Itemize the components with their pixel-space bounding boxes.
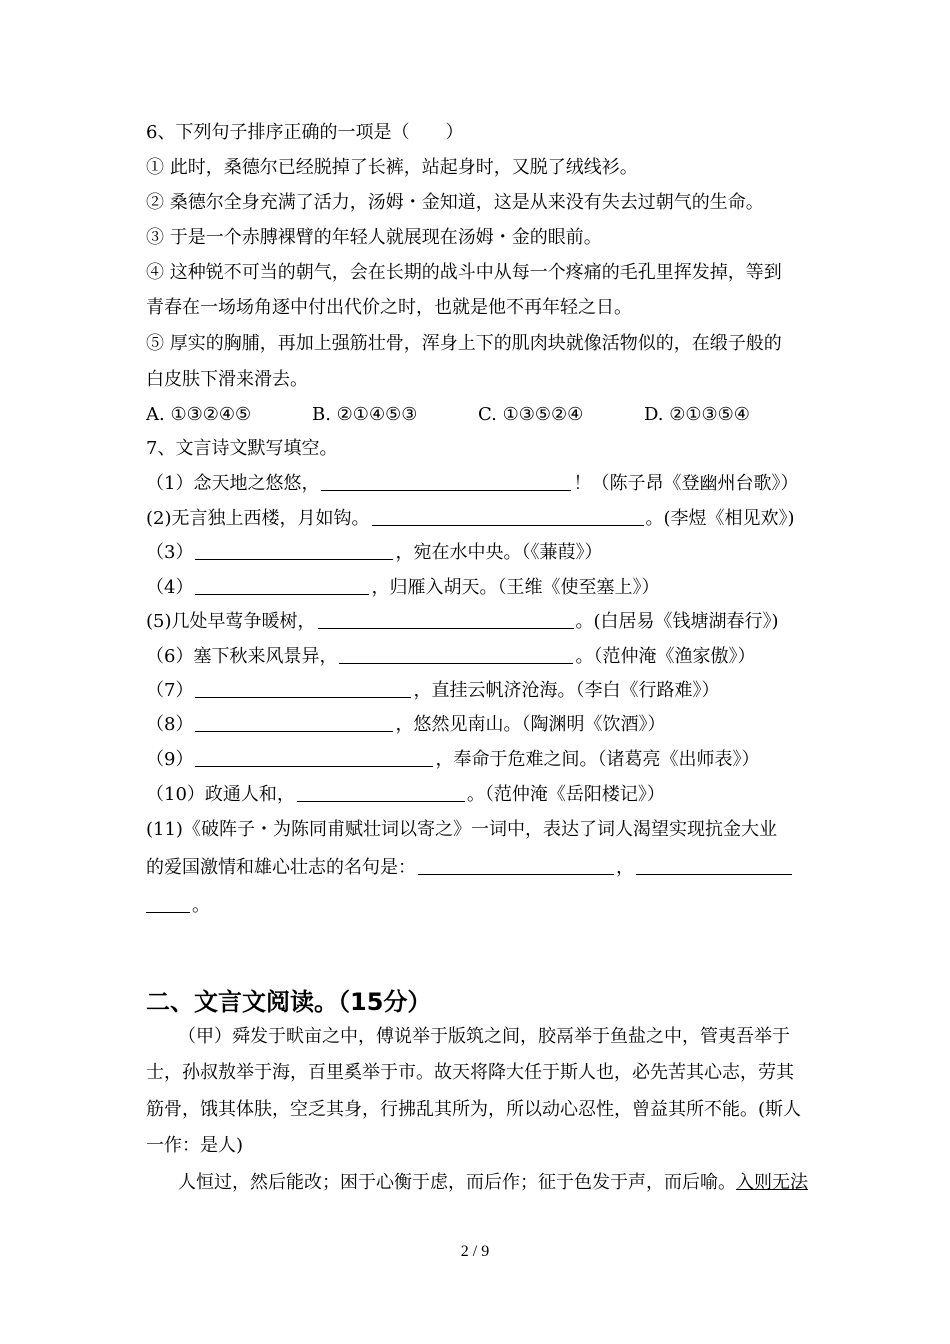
emphasis-dot-char: 衡: [394, 1172, 412, 1193]
answer-blank: [339, 645, 573, 664]
item-2-prefix: (2)无言独上西楼，月如钩。: [146, 508, 370, 529]
passage-line-4: 一作：是人): [146, 1135, 244, 1156]
item-11-prefix: 的爱国激情和雄心壮志的名句是：: [146, 857, 416, 878]
answer-blank: [297, 783, 465, 802]
answer-blank: [636, 856, 792, 875]
q6-sentence-5b: 白皮肤下滑来滑去。: [146, 369, 308, 390]
item-9-prefix: （9）: [146, 749, 194, 770]
passage-text: 人恒过，然后能改；困于心: [178, 1172, 394, 1193]
item-6-prefix: （6）塞下秋来风景异，: [146, 646, 338, 667]
answer-blank: [318, 610, 574, 629]
item-5-prefix: (5)几处早莺争暖树，: [146, 611, 316, 632]
answer-blank: [195, 679, 411, 698]
answer-blank: [195, 713, 393, 732]
q7-item-8: [146, 713, 810, 737]
answer-blank: [418, 856, 614, 875]
item-11-end: 。: [192, 895, 210, 916]
answer-blank: [195, 576, 369, 595]
q6-stem: 6、下列句子排序正确的一项是（ ）: [146, 122, 464, 143]
passage-line-3: 筋骨，饿其体肤，空乏其身，行拂乱其所为，所以动心忍性，曾益其所不能。(斯人: [146, 1099, 802, 1120]
q6-sentence-2: ② 桑德尔全身充满了活力，汤姆・金知道，这是从来没有失去过朝气的生命。: [146, 192, 764, 213]
page-number: 2 / 9: [460, 1243, 490, 1260]
section-heading: 二、文言文阅读。（15分）: [146, 988, 432, 1016]
option-a: A. ①③②④⑤: [146, 404, 252, 425]
q7-item-3: [146, 541, 810, 565]
option-d: D. ②①③⑤④: [644, 404, 750, 425]
item-8-suffix: ，悠然见南山。（陶渊明《饮酒》）: [395, 714, 666, 735]
item-6-suffix: 。（范仲淹《渔家傲》）: [575, 646, 756, 667]
q7-stem: 7、文言诗文默写填空。: [146, 438, 338, 459]
answer-blank: [195, 748, 433, 767]
q7-item-10: [146, 783, 810, 807]
answer-blank: [372, 507, 644, 526]
item-10-prefix: （10）政通人和，: [146, 784, 295, 805]
item-4-suffix: ，归雁入胡天。（王维《使至塞上》）: [371, 577, 660, 598]
item-3-suffix: ，宛在水中央。（《蒹葭》）: [395, 542, 603, 563]
q7-item-11c: [146, 894, 810, 918]
item-1-suffix: ！（陈子昂《登幽州台歌》）: [573, 473, 799, 494]
q7-item-5: [146, 610, 810, 634]
q7-item-1: [146, 472, 810, 496]
item-7-prefix: （7）: [146, 680, 194, 701]
q7-item-7: [146, 679, 810, 703]
q6-sentence-1: ① 此时，桑德尔已经脱掉了长裤，站起身时，又脱了绒线衫。: [146, 157, 638, 178]
answer-blank: [321, 472, 571, 491]
q7-item-11b: [146, 856, 810, 880]
item-7-suffix: ，直挂云帆济沧海。（李白《行路难》）: [413, 680, 720, 701]
item-10-suffix: 。（范仲淹《岳阳楼记》）: [466, 784, 665, 805]
item-4-prefix: （4）: [146, 577, 194, 598]
passage-line-2: 士，孙叔敖举于海，百里奚举于市。故天将降大任于斯人也，必先苦其心志，劳其: [146, 1062, 794, 1083]
answer-blank: [146, 894, 190, 913]
item-3-prefix: （3）: [146, 542, 194, 563]
passage-text: 于虑，而后作；征于色发于声，而后喻。: [412, 1172, 736, 1193]
q6-sentence-5a: ⑤ 厚实的胸脯，再加上强筋壮骨，浑身上下的肌肉块就像活物似的，在缎子般的: [146, 333, 782, 354]
q7-item-2: [146, 507, 810, 531]
q6-sentence-3: ③ 于是一个赤膊裸臂的年轻人就展现在汤姆・金的眼前。: [146, 227, 602, 248]
item-5-suffix: 。(白居易《钱塘湖春行》): [575, 611, 779, 632]
item-1-prefix: （1）念天地之悠悠，: [146, 473, 320, 494]
q7-item-4: [146, 576, 810, 600]
q7-item-11a: (11)《破阵子・为陈同甫赋壮词以寄之》一词中，表达了词人渴望实现抗金大业: [146, 819, 777, 840]
answer-blank: [195, 541, 393, 560]
underlined-text: 入则无法: [736, 1172, 808, 1193]
passage-line-1: （甲）舜发于畎亩之中，傅说举于版筑之间，胶鬲举于鱼盐之中，管夷吾举于: [178, 1026, 790, 1047]
option-b: B. ②①④⑤③: [312, 404, 418, 425]
q6-sentence-4b: 青春在一场场角逐中付出代价之时，也就是他不再年轻之日。: [146, 297, 632, 318]
item-9-suffix: ，奉命于危难之间。（诸葛亮《出师表》）: [435, 749, 760, 770]
q6-options: [146, 403, 810, 427]
q7-item-6: [146, 645, 810, 669]
passage-line-5: [178, 1171, 810, 1195]
q7-item-9: [146, 748, 810, 772]
option-c: C. ①③⑤②④: [478, 404, 584, 425]
item-2-suffix: 。(李煜《相见欢》): [645, 508, 795, 529]
item-8-prefix: （8）: [146, 714, 194, 735]
item-11-comma: ，: [616, 857, 634, 878]
q6-sentence-4a: ④ 这种锐不可当的朝气，会在长期的战斗中从每一个疼痛的毛孔里挥发掉，等到: [146, 262, 782, 283]
